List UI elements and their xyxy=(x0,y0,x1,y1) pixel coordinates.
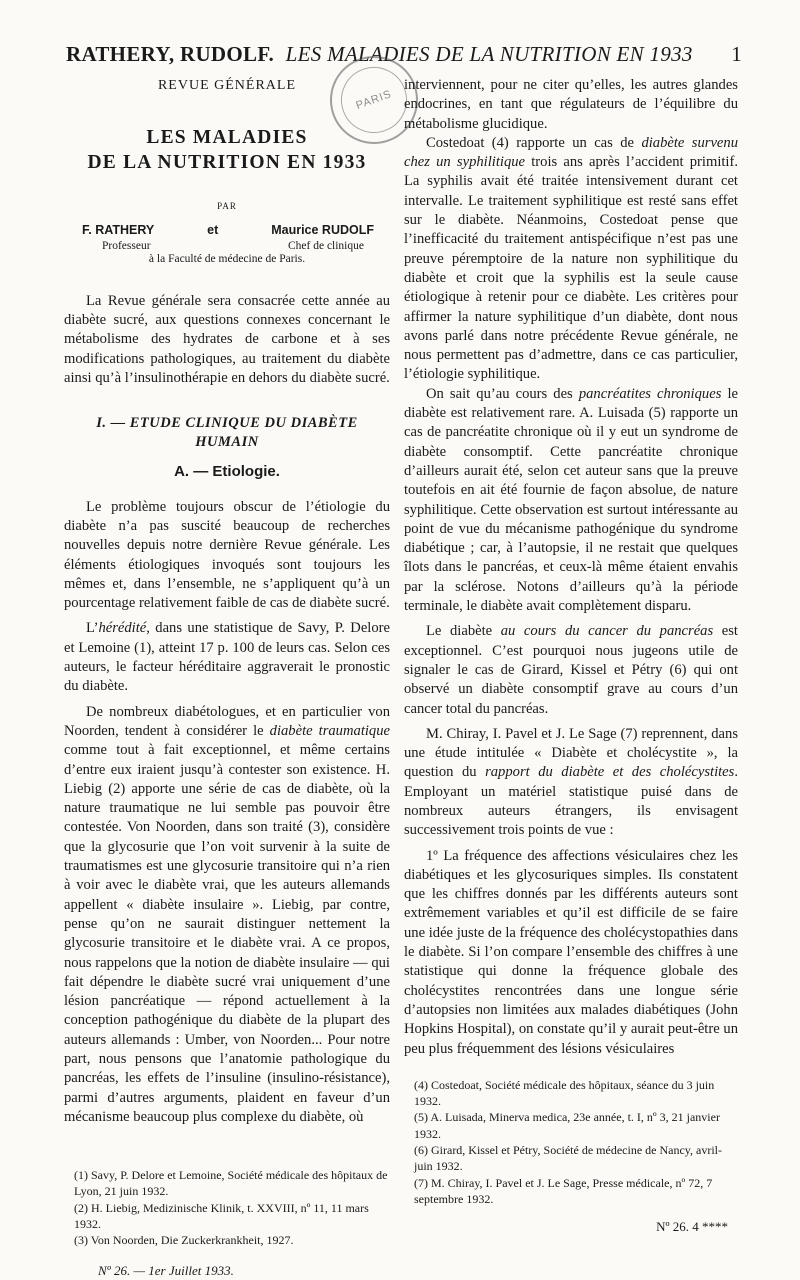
running-head-authors: RATHERY, RUDOLF. xyxy=(66,42,275,66)
role-professeur: Professeur xyxy=(102,239,151,252)
article-title-line-1: LES MALADIES xyxy=(146,127,308,149)
text-run: le diabète est relativement rare. A. Luisada (5) rapporte un cas de pancréatite chronique où il y eut un syndrome de diabète consomptif. Cette pancréatite chronique d’ailleurs aurait été, selon cet auteur sans que la preuve toutefois en ait été fournie de façon absolue, de nature syphilitique. Cette observation est surtout intéressante au point de vue du mécanisme pathogénique du syndrome diabétique ; car, à l’autopsie, il ne restait que quelques îlots dans le pancréas, et ceux-là même étaient envahis par la sclérose. Notons d’ailleurs qu’à la période terminale, le diabète avait complètement disparu. xyxy=(404,385,738,615)
text-run: . Employant un matériel statistique puisé dans de nombreux auteurs étrangers, ils envisagent successivement trois points de vue : xyxy=(404,764,738,839)
paragraph-cancer xyxy=(404,622,738,718)
author-rathery: F. RATHERY xyxy=(82,222,155,237)
article-title-line-2: DE LA NUTRITION EN 1933 xyxy=(87,152,367,174)
footnote: (3) Von Noorden, Die Zuckerkrankheit, 1927. xyxy=(74,1233,294,1248)
paragraph-frequence: 1º La fréquence des affections vésiculaires chez les diabétiques et les glycosuriques simples. Ils constatent que les chiffres donnés par les différents auteurs sont extrêmement variables et qu’il est difficile de se faire une idée juste de la fréquence des cholécystopathies dans le diabète. Si l’on compare l’ensemble des chiffres à une statistique qui donne la fréquence globale des cholécystites rencontrées dans une longue série d’autopsies non limitées aux malades diabétiques (John Hopkins Hospital), on constate qu’il y aurait peut-être un peu plus fréquemment des lésions vésiculaires xyxy=(404,847,738,1057)
page-number: 1 xyxy=(731,42,742,66)
paragraph-costedoat xyxy=(404,134,738,385)
emphasis: au cours du cancer du pancréas xyxy=(500,623,714,640)
issue-date: Nº 26. — 1er Juillet 1933. xyxy=(98,1262,234,1278)
role-chef-clinique: Chef de clinique xyxy=(287,239,364,252)
paragraph-traumatique xyxy=(64,703,390,1128)
footnotes-left xyxy=(64,1167,390,1248)
emphasis: diabète traumatique xyxy=(269,722,390,739)
footnote: (5) A. Luisada, Minerva medica, 23e année, t. I, nº 3, 21 janvier 1932. xyxy=(414,1110,720,1141)
text-run: De nombreux diabétologues, et en particulier von Noorden, tendent à considérer le xyxy=(64,703,390,739)
footnote: (2) H. Liebig, Medizinische Klinik, t. XXVIII, nº 11, 11 mars 1932. xyxy=(74,1200,369,1232)
emphasis: diabète survenu chez un syphilitique xyxy=(404,134,738,171)
footnote: (4) Costedoat, Société médicale des hôpitaux, séance du 3 juin 1932. xyxy=(414,1077,715,1109)
paragraph-chiray xyxy=(404,725,738,841)
text-run: Le diabète xyxy=(426,623,501,640)
text-run: trois ans après l’accident primitif. La syphilis avait été traitée intensivement durant cet intervalle. Le traitement syphilitique est resté sans effet sur le diabète. Néanmoins, Costedoat pense que l’inefficacité du traitement antispécifique n’est pas une preuve péremptoire de la nature non syphilitique du diabète et croit que la syphilis est la seule cause étiologique à retenir pour ce diabète. Les critères pour affirmer la nature syphilitique d’un diabète, dont nous avons parlé dans notre précédente Revue générale, ne nous permettent pas d’admettre, dans ce cas particulier, l’étiologie syphilitique. xyxy=(404,154,738,383)
chapter-heading: I. — ETUDE CLINIQUE DU DIABÈTE HUMAIN xyxy=(96,415,358,451)
right-column xyxy=(404,76,738,1237)
footnote: (6) Girard, Kissel et Pétry, Société de médecine de Nancy, avril-juin 1932. xyxy=(414,1143,722,1174)
roles-row xyxy=(64,240,390,253)
text-run: Costedoat (4) rapporte un cas de xyxy=(426,134,642,151)
author-conjunction: et xyxy=(207,222,219,237)
text-run: comme tout à fait exceptionnel, et même certains d’entre eux iraient jusqu’à contester son existence. H. Liebig (2) apporte une série de cas de diabète, où la nature traumatique ne lui semble pas pouvoir être contestée. Von Noorden, dans son traité (3), considère que la glycosurie que l’on voit survenir à la suite de traumatismes est une glycosurie transitoire qui n’a rien à voir avec le diabète vrai, que les auteurs allemands appellent « diabète insulaire ». Liebig, par contre, pense qu’on ne saurait distinguer nettement la glycosurie transitoire et le diabète vrai. A ce propos, nous rappelons que la notion de diabète insulaire — qui fait dépendre le diabète sucré vrai uniquement d’une lésion pancréatique — répond actuellement à la conception pathogénique du diabète de la plupart des auteurs allemands : Umber, von Noorden... Pour notre part, nous pensons que l’anatomie pathologique du pancréas, les effets de l’insuline (insulino-résistance), parmi d’autres arguments, plaident en faveur d’un mécanisme beaucoup plus complexe du diabète, où xyxy=(64,742,390,1125)
emphasis: pancréatites chroniques xyxy=(578,385,722,402)
emphasis: rapport du diabète et des cholécystites xyxy=(485,764,735,781)
authors-row xyxy=(64,221,390,240)
footnote: (1) Savy, P. Delore et Lemoine, Société médicale des hôpitaux de Lyon, 21 juin 1932. xyxy=(74,1168,388,1199)
faculty-affiliation: à la Faculté de médecine de Paris. xyxy=(148,252,306,265)
issue-number: Nº 26. 4 **** xyxy=(656,1219,728,1235)
emphasis: hérédité xyxy=(98,620,147,637)
text-run: L’ xyxy=(86,620,99,637)
article-title xyxy=(64,125,390,175)
text-run: On sait qu’au cours des xyxy=(426,385,579,402)
footnote: (7) M. Chiray, I. Pavel et J. Le Sage, Presse médicale, nº 72, 7 septembre 1932. xyxy=(414,1175,713,1206)
section-label: REVUE GÉNÉRALE xyxy=(157,78,297,93)
paragraph-etiologie: Le problème toujours obscur de l’étiologie du diabète n’a pas suscité beaucoup de recherches nouvelles depuis notre dernière Revue générale. Les éléments étiologiques invoqués sont toujours les mêmes et, dans l’ensemble, ne s’appliquent qu’à un pourcentage relativement faible de cas de diabète sucré. xyxy=(64,498,390,612)
text-run: est exceptionnel. C’est pourquoi nous jugeons utile de signaler le cas de Girard, Kissel et Pétry (6) qui ont observé un diabète consomptif grave au cours d’un cancer total du pancréas. xyxy=(404,623,738,717)
author-rudolf: Maurice RUDOLF xyxy=(271,222,374,237)
paragraph-heredite xyxy=(64,619,390,696)
byline-par: PAR xyxy=(217,201,237,212)
paragraph-pancreatites xyxy=(404,385,738,617)
running-head xyxy=(66,42,742,67)
subsection-heading: A. — Etiologie. xyxy=(174,463,280,481)
text-run: , dans une statistique de Savy, P. Delore et Lemoine (1), atteint 17 p. 100 de leurs cas. Selon ces auteurs, le facteur héréditaire aggraverait le pronostic du diabète. xyxy=(64,620,390,695)
running-head-title: LES MALADIES DE LA NUTRITION EN 1933 xyxy=(285,42,693,66)
paragraph-continuation: interviennent, pour ne citer qu’elles, les autres glandes endocrines, en tant que régulateurs de l’équilibre du métabolisme glucidique. xyxy=(404,77,738,132)
footnotes-right xyxy=(404,1077,738,1207)
intro-paragraph: La Revue générale sera consacrée cette année au diabète sucré, aux questions connexes concernant le métabolisme des hydrates de carbone et à ses modifications pathologiques, au traitement du diabète ainsi qu’à l’insulinothérapie en dehors du diabète sucré. xyxy=(64,292,390,387)
text-run: M. Chiray, I. Pavel et J. Le Sage (7) reprennent, dans une étude intitulée « Diabète et cholécystite », la question du xyxy=(404,725,738,781)
library-stamp-text: PARIS xyxy=(332,58,417,143)
left-column xyxy=(64,76,390,1280)
